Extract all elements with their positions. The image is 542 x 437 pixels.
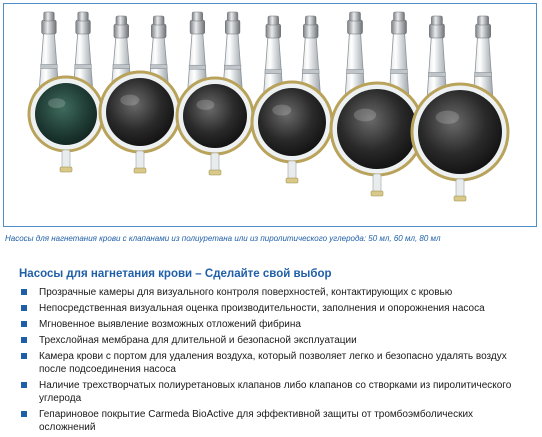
- valve-ring: [428, 72, 445, 76]
- square-bullet-icon: [21, 353, 27, 359]
- chamber-highlight: [196, 100, 214, 110]
- list-item-text: Прозрачные камеры для визуального контроля поверхностей, контактирующих с кровью: [39, 287, 453, 298]
- tube-connector-tip: [116, 16, 127, 25]
- air-port-cap: [454, 196, 466, 201]
- valve-ring: [391, 70, 408, 74]
- list-item: [21, 318, 521, 331]
- valve-ring: [75, 64, 92, 68]
- tube-connector: [114, 24, 129, 38]
- tube-connector: [225, 20, 240, 34]
- blood-pump: [412, 16, 508, 201]
- tube-connector: [151, 24, 166, 38]
- tube-connector: [303, 24, 318, 38]
- product-photo: [3, 3, 537, 227]
- feature-list: [21, 286, 521, 437]
- pump-chamber: [337, 89, 417, 169]
- blood-pumps-illustration: [4, 4, 536, 226]
- blood-pump: [29, 12, 103, 172]
- valve-ring: [41, 64, 58, 68]
- air-port-cap: [60, 167, 72, 172]
- tube-connector-tip: [431, 16, 442, 25]
- square-bullet-icon: [21, 411, 27, 417]
- valve-ring: [347, 70, 364, 74]
- list-item-text: Непосредственная визуальная оценка производительности, заполнения и опорожнения насоса: [39, 303, 485, 314]
- section-title: Насосы для нагнетания крови – Сделайте свой выбор: [19, 268, 332, 280]
- pump-chamber: [418, 90, 502, 174]
- tube-connector-tip: [478, 16, 489, 25]
- valve-ring: [150, 65, 167, 69]
- valve-ring: [302, 70, 319, 74]
- valve-ring: [113, 65, 130, 69]
- air-port-cap: [371, 191, 383, 196]
- square-bullet-icon: [21, 337, 27, 343]
- air-port-cap: [209, 170, 221, 175]
- valve-ring: [189, 65, 206, 69]
- pump-chamber: [183, 84, 247, 148]
- list-item-text: Гепариновое покрытие Carmeda BioActive для эффективной защиты от тромбоэмболических осложнений: [39, 409, 474, 433]
- valve-ring: [265, 70, 282, 74]
- tube-connector-tip: [394, 12, 405, 21]
- square-bullet-icon: [21, 289, 27, 295]
- valve-ring: [475, 72, 492, 76]
- blood-pump: [331, 12, 423, 196]
- air-port-cap: [286, 178, 298, 183]
- tube-connector: [429, 24, 444, 38]
- chamber-highlight: [48, 98, 65, 108]
- square-bullet-icon: [21, 382, 27, 388]
- tube-connector-tip: [44, 12, 55, 21]
- tube-connector-tip: [350, 12, 361, 21]
- tube-connector-tip: [78, 12, 89, 21]
- chamber-highlight: [272, 105, 291, 116]
- blood-pump: [177, 12, 253, 175]
- tube-connector-tip: [305, 16, 316, 25]
- tube-connector: [476, 24, 491, 38]
- valve-ring: [224, 65, 241, 69]
- list-item-text: Мгновенное выявление возможных отложений фибрина: [39, 319, 301, 330]
- air-port-cap: [134, 168, 146, 173]
- tube-connector: [392, 20, 407, 34]
- tube-connector: [266, 24, 281, 38]
- tube-connector-tip: [153, 16, 164, 25]
- chamber-highlight: [436, 111, 460, 124]
- list-item: [21, 302, 521, 315]
- tube-connector: [348, 20, 363, 34]
- list-item-text: Камера крови с портом для удаления воздуха, который позволяет легко и безопасно удалять воздух после подсоединения насоса: [39, 351, 507, 375]
- tube-connector-tip: [192, 12, 203, 21]
- tube-connector-tip: [227, 12, 238, 21]
- figure-caption: Насосы для нагнетания крови с клапанами из полиуретана или из пиролитического углерода: 50 мл, 60 мл, 80 мл: [5, 234, 441, 243]
- tube-connector: [76, 20, 91, 34]
- tube-connector: [42, 20, 57, 34]
- list-item: [21, 286, 521, 299]
- square-bullet-icon: [21, 321, 27, 327]
- pump-chamber: [258, 88, 326, 156]
- blood-pump: [100, 16, 180, 173]
- list-item: [21, 408, 521, 434]
- list-item-text: Наличие трехстворчатых полиуретановых клапанов либо клапанов со створками из пиролитического углерода: [39, 380, 512, 404]
- square-bullet-icon: [21, 305, 27, 311]
- list-item: [21, 350, 521, 376]
- chamber-highlight: [354, 109, 376, 122]
- list-item: [21, 334, 521, 347]
- blood-pump: [252, 16, 332, 183]
- tube-connector-tip: [268, 16, 279, 25]
- list-item-text: Трехслойная мембрана для длительной и безопасной эксплуатации: [39, 335, 357, 346]
- chamber-highlight: [120, 95, 139, 106]
- tube-connector: [190, 20, 205, 34]
- pump-chamber: [106, 78, 174, 146]
- pump-chamber: [35, 83, 97, 145]
- list-item: [21, 379, 521, 405]
